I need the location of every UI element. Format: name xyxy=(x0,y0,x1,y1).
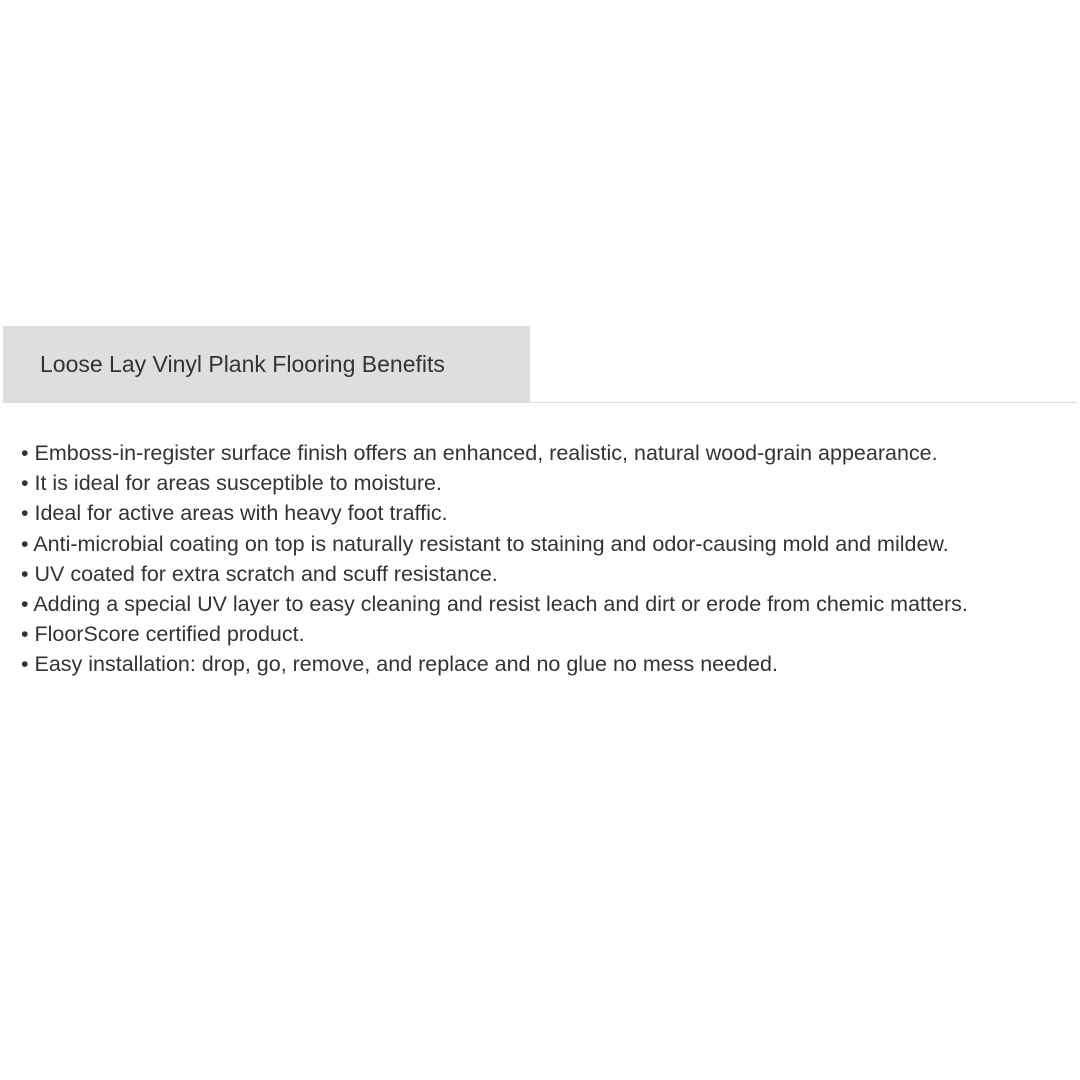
benefits-list xyxy=(21,438,1076,680)
list-item: • UV coated for extra scratch and scuff resistance. xyxy=(21,561,498,586)
list-item: • FloorScore certified product. xyxy=(21,622,305,647)
list-item: • Emboss-in-register surface finish offers an enhanced, realistic, natural wood-grain appearance. xyxy=(21,441,938,465)
tab-bar xyxy=(3,326,1077,403)
list-item: • Ideal for active areas with heavy foot traffic. xyxy=(21,501,448,526)
list-item: • Anti-microbial coating on top is naturally resistant to staining and odor-causing mold and mildew. xyxy=(21,531,949,556)
tab-title: Loose Lay Vinyl Plank Flooring Benefits xyxy=(40,351,445,377)
list-item: • Easy installation: drop, go, remove, and replace and no glue no mess needed. xyxy=(21,652,778,677)
list-item: • It is ideal for areas susceptible to moisture. xyxy=(21,471,442,496)
tab-flooring-benefits[interactable] xyxy=(3,326,530,403)
list-item: • Adding a special UV layer to easy cleaning and resist leach and dirt or erode from chemic matters. xyxy=(21,591,968,616)
